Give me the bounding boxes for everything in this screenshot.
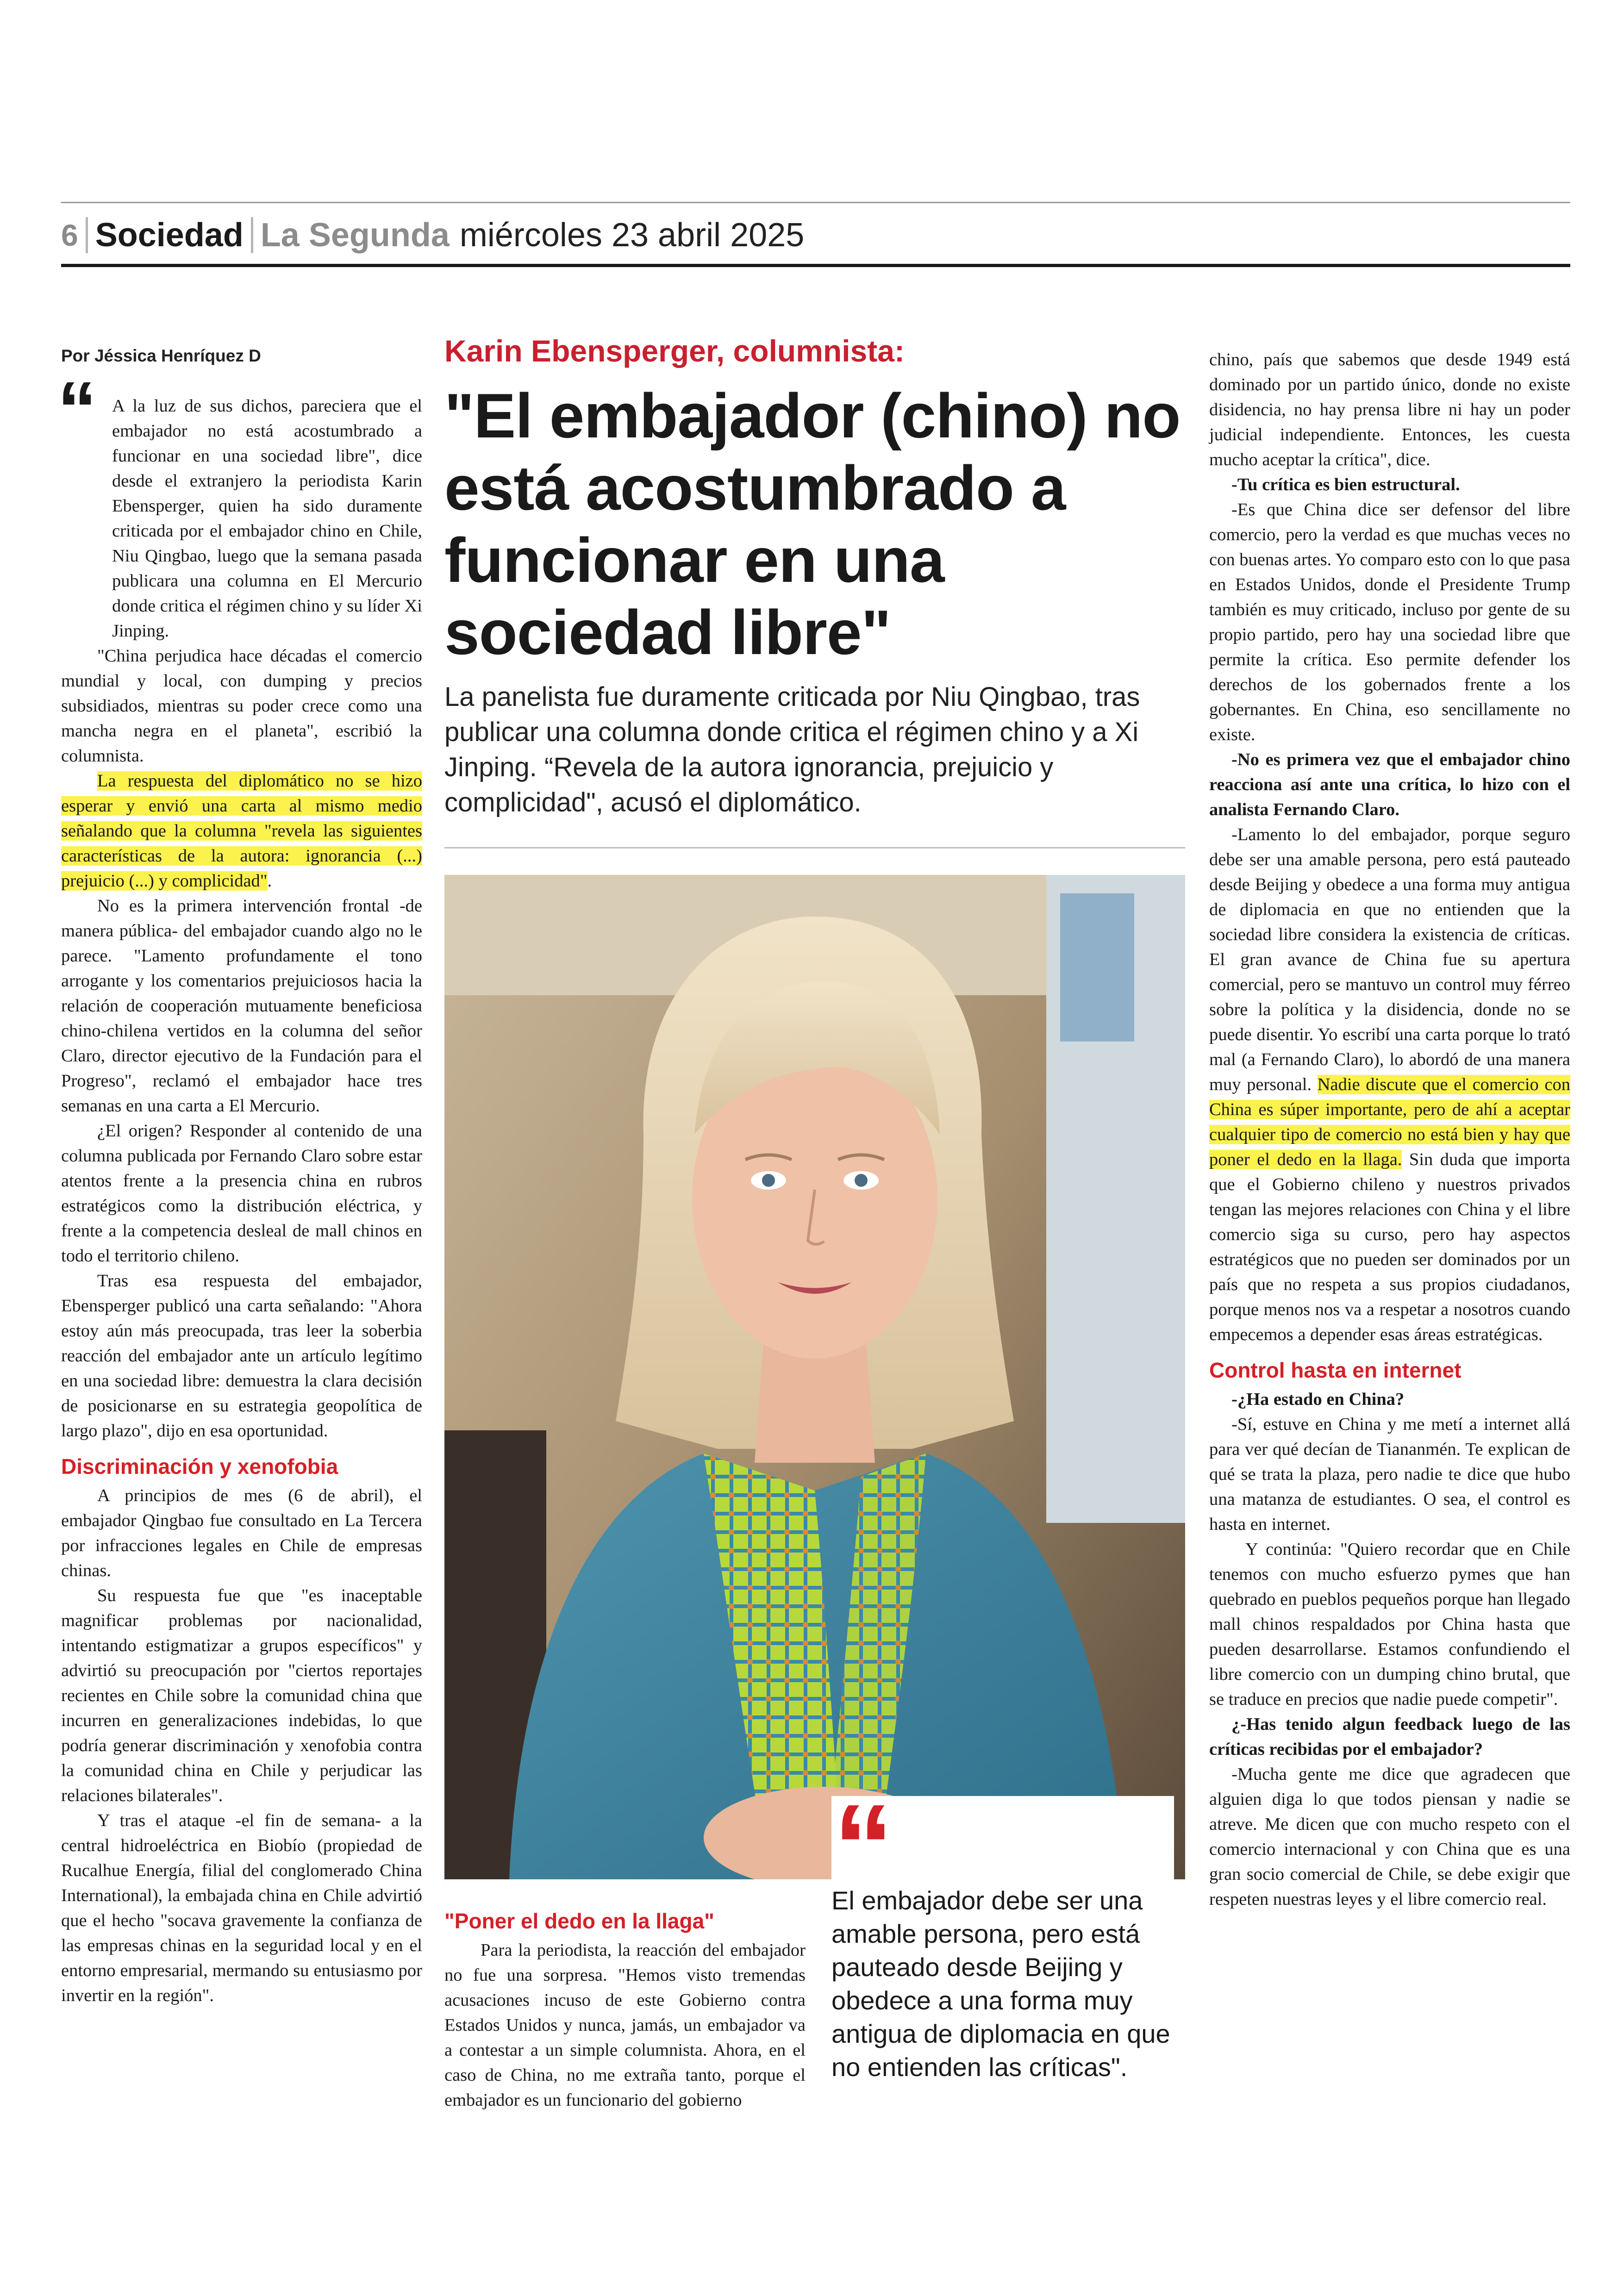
- subheading-discrimination: Discriminación y xenofobia: [61, 1454, 338, 1478]
- deck-rule: [444, 847, 1185, 848]
- pull-quote-text: El embajador debe ser una amable persona, pero está pauteado desde Beijing y obedece a una forma muy antigua de diplomacia en que no entienden las críticas".: [831, 1886, 1170, 2082]
- newspaper-name: La Segunda: [260, 217, 450, 254]
- header-divider: [86, 217, 88, 253]
- top-rule: [61, 202, 1570, 203]
- interview-answer: -Es que China dice ser defensor del libre comercio, pero la verdad es que muchas veces no con buenas artes. Yo comparo esto con lo que pasa en Estados Unidos, donde el Presidente Trump también es muy criticado, incluso por gente de su propio partido, pero hay una sociedad libre que permite la crítica. Eso permite defender los derechos de los gobernados frente a los gobernantes. En China, eso sencillamente no existe.: [1209, 500, 1570, 744]
- article-column-3: [1209, 347, 1570, 1912]
- byline: Por Jéssica Henríquez D: [61, 346, 261, 365]
- paragraph: Tras esa respuesta del embajador, Ebensperger publicó una carta señalando: "Ahora estoy aún más preocupada, tras leer la soberbia reacción del embajador ante un artículo legítimo en una sociedad libre: demuestra la clara decisión de posicionarse en su estrategia geopolítica de largo plazo", dijo en esa oportunidad.: [61, 1271, 422, 1441]
- subheading-poner-el-dedo: "Poner el dedo en la llaga": [444, 1909, 714, 1933]
- page-header: [61, 207, 804, 263]
- interview-question: ¿-Has tenido algun feedback luego de las críticas recibidas por el embajador?: [1209, 1715, 1570, 1759]
- interview-question: -No es primera vez que el embajador chino reacciona así ante una crítica, lo hizo con el analista Fernando Claro.: [1209, 750, 1570, 819]
- interview-question: -Tu crítica es bien estructural.: [1231, 475, 1460, 494]
- interview-question: -¿Ha estado en China?: [1231, 1390, 1405, 1409]
- portrait-photo: [444, 875, 1185, 1879]
- kicker: Karin Ebensperger, columnista:: [444, 334, 905, 368]
- paragraph: La respuesta del diplomático no se hizo esperar y envió una carta al mismo medio señalando que la columna "revela las siguientes características de la autora: ignorancia (...) prejuicio (...) y complicidad".: [61, 771, 422, 891]
- highlighted-text: La respuesta del diplomático no se hizo esperar y envió una carta al mismo medio señalando que la columna "revela las siguientes características de la autora: ignorancia (...) prejuicio (...) y complicidad": [61, 771, 422, 891]
- paragraph: ¿El origen? Responder al contenido de una columna publicada por Fernando Claro sobre estar atentos frente a la presencia china en rubros estratégicos como la distribución eléctrica, y frente a la competencia desleal de mall chinos en todo el territorio chileno.: [61, 1121, 422, 1266]
- article-column-1: [61, 393, 422, 2008]
- interview-answer: -Lamento lo del embajador, porque seguro debe ser una amable persona, pero está pauteado desde Beijing y obedece a una forma muy antigua de diplomacia en que no entienden que la sociedad libre considera la existencia de críticas. El gran avance de China fue su apertura comercial, pero se mantuvo un control muy férreo sobre la política y la disidencia, donde no se puede disentir. Yo escribí una carta porque lo trató mal (a Fernando Claro), lo abordó de una manera muy personal. Nadie discute que el comercio con China es súper importante, pero de ahí a aceptar cualquier tipo de comercio no está bien y hay que poner el dedo en la llaga. Sin duda que importa que el Gobierno chileno y nuestros privados tengan las mejores relaciones con China y el libre comercio siga su curso, pero hay aspectos estratégicos que no pueden ser dominados por un país que no respeta a sus propios ciudadanos, porque menos nos va a respetar a nosotros cuando empecemos a depender esas áreas estratégicas.: [1209, 825, 1571, 1344]
- paragraph: A principios de mes (6 de abril), el embajador Qingbao fue consultado en La Tercera por infracciones legales en Chile de empresas chinas.: [61, 1486, 422, 1580]
- opening-quote-icon: “: [57, 366, 97, 454]
- highlighted-text: Nadie discute que el comercio con China es súper importante, pero de ahí a aceptar cualquier tipo de comercio no está bien y hay que poner el dedo en la llaga.: [1209, 1075, 1571, 1169]
- interview-answer: -Mucha gente me dice que agradecen que alguien diga lo que todos piensan y nadie se atreve. Me dicen que con mucho respeto con el comercio internacional y con China que es una gran socio comercial de Chile, se debe exigir que respeten nuestras leyes y el libre comercio real.: [1209, 1765, 1570, 1909]
- paragraph: Para la periodista, la reacción del embajador no fue una sorpresa. "Hemos visto tremendas acusaciones incuso de este Gobierno contra Estados Unidos y nunca, jamás, un embajador va a contestar a un simple columnista. Ahora, en el caso de China, no me extraña tanto, porque el embajador es un funcionario del gobierno: [444, 1940, 806, 2110]
- paragraph: Y tras el ataque -el fin de semana- a la central hidroeléctrica en Biobío (propiedad de Rucalhue Energía, filial del conglomerado China International), la embajada china en Chile advirtió que el hecho "socava gravemente la confianza de las empresas chinas en la seguridad local y en el entorno empresarial, mermando su entusiasmo por invertir en la región".: [61, 1811, 422, 2005]
- paragraph: "China perjudica hace décadas el comercio mundial y local, con dumping y precios subsidiados, mientras su poder crece como una mancha negra en el planeta", escribió la columnista.: [61, 646, 422, 766]
- article-column-2: [444, 1907, 806, 2113]
- paragraph: No es la primera intervención frontal -de manera pública- del embajador cuando algo no le parece. "Lamento profundamente el tono arrogante y los comentarios prejuiciosos hacia la relación de cooperación mutuamente beneficiosa chino-chilena vertidos en la columna del señor Claro, director ejecutivo de la Fundación para el Progreso", reclamó el embajador hace tres semanas en una carta a El Mercurio.: [61, 896, 422, 1116]
- paragraph: chino, país que sabemos que desde 1949 está dominado por un partido único, donde no existe disidencia, no hay prensa libre ni hay un poder judicial independiente. Entonces, les cuesta mucho aceptar la crítica", dice.: [1209, 350, 1570, 469]
- page-number: 6: [61, 218, 78, 252]
- header-bottom-rule: [61, 264, 1570, 267]
- quote-icon: “: [833, 1780, 893, 1914]
- header-divider: [251, 217, 253, 253]
- paragraph: Y continúa: "Quiero recordar que en Chile tenemos con mucho esfuerzo pymes que han quebrado en pueblos pequeños porque han llegado mall chinos respaldados por China hasta que pueden desarrollarse. Estamos confundiendo el libre comercio con un dumping chino brutal, que se traduce en precios que nadie puede competir".: [1209, 1540, 1570, 1709]
- headline: "El embajador (chino) no está acostumbrado a funcionar en una sociedad libre": [444, 380, 1181, 667]
- pull-quote: [831, 1780, 1174, 2084]
- paragraph: Su respuesta fue que "es inaceptable magnificar problemas por nacionalidad, intentando estigmatizar a grupos específicos" y advirtió su preocupación por "ciertos reportajes recientes en Chile sobre la comunidad china que incurren en generalizaciones indebidas, lo que podría generar discriminación y xenofobia contra la comunidad china en Chile y perjudicar las relaciones bilaterales".: [61, 1586, 422, 1805]
- paragraph: A la luz de sus dichos, pareciera que el embajador no está acostumbrado a funcionar en una sociedad libre", dice desde el extranjero la periodista Karin Ebensperger, quien ha sido duramente criticada por el embajador chino en Chile, Niu Qingbao, luego que la semana pasada publicara una columna en El Mercurio donde critica el régimen chino y su líder Xi Jinping.: [112, 396, 422, 641]
- deck: La panelista fue duramente criticada por Niu Qingbao, tras publicar una columna donde critica el régimen chino y a Xi Jinping. “Revela de la autora ignorancia, prejuicio y complicidad", acusó el diplomático.: [444, 682, 1140, 817]
- subheading-control: Control hasta en internet: [1209, 1358, 1462, 1382]
- issue-date: miércoles 23 abril 2025: [459, 217, 805, 254]
- section-name: Sociedad: [95, 217, 244, 254]
- pull-quote-mark-box: [831, 1780, 1174, 1914]
- interview-answer: -Sí, estuve en China y me metí a internet allá para ver qué decían de Tiananmén. Te explican de qué se trata la plaza, pero nadie te dice que hubo una matanza de estudiantes. O sea, el control es hasta en internet.: [1209, 1415, 1570, 1534]
